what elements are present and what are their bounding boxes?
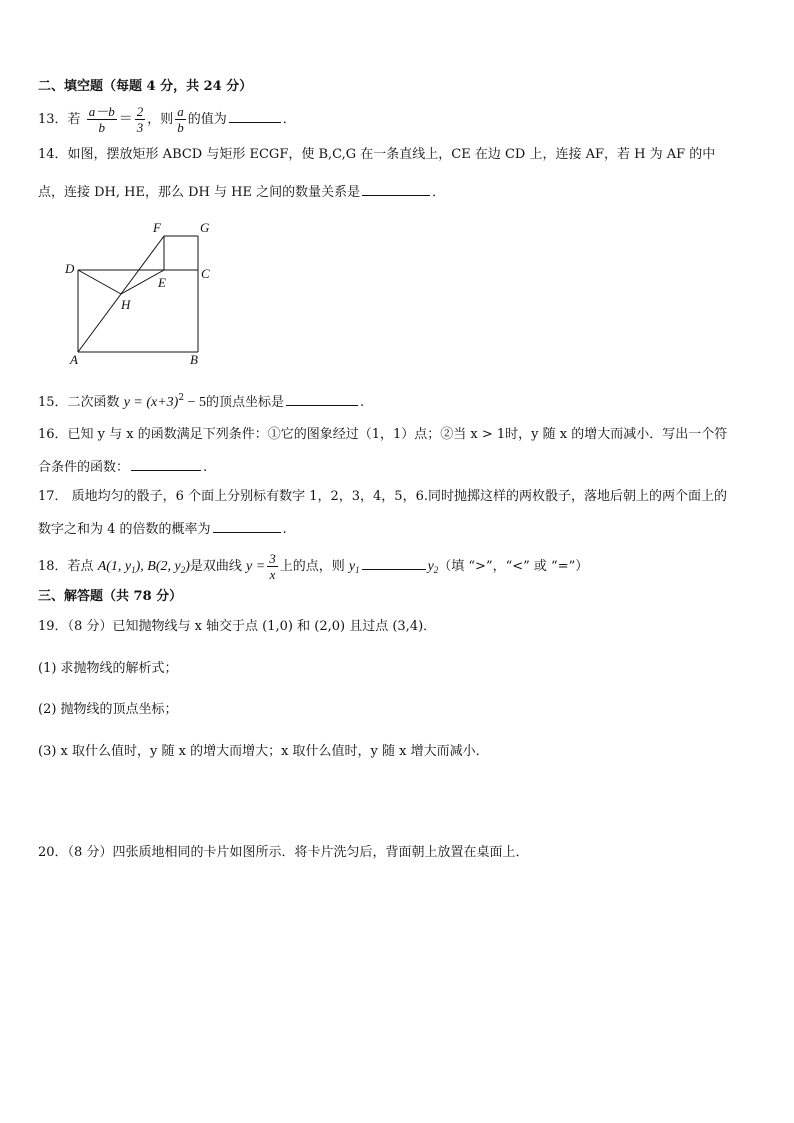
q15-end: . [360, 395, 365, 410]
label-G: G [200, 220, 210, 235]
q18-frac-numerator: 3 [269, 551, 276, 566]
q18-text-1: 18．若点 [38, 559, 98, 574]
q13-frac2-denominator: 3 [136, 120, 144, 135]
label-H: H [121, 297, 131, 312]
q13-number: 13． [38, 112, 68, 127]
q16-line2-text: 合条件的函数： [38, 460, 130, 475]
q13-end: ． [282, 112, 296, 127]
label-F: F [153, 220, 161, 235]
question-13 [38, 104, 296, 135]
q16-answer-blank [131, 456, 201, 471]
question-15 [38, 388, 364, 413]
q13-equals: ＝ [118, 112, 133, 127]
question-17-line-1: 17． 质地均匀的骰子，6 个面上分别标有数字 1，2，3，4，5，6.同时抛掷这样的两枚骰子，落地后朝上的两个面上的 [38, 489, 727, 504]
q13-fraction-2 [135, 104, 146, 135]
q18-frac-denominator: x [269, 567, 276, 582]
q13-text-2: ，则 [147, 112, 174, 127]
q17-line2-text: 数字之和为 4 的倍数的概率为 [38, 522, 211, 537]
question-19-part-1: (1) 求抛物线的解析式； [38, 661, 178, 676]
question-16-line-1: 16．已知 y 与 x 的函数满足下列条件：①它的图象经过（1，1）点；②当 x > 1时，y 随 x 的增大而减小．写出一个符 [38, 427, 728, 442]
q15-answer-blank [286, 391, 358, 406]
question-20-head: 20．（8 分）四张质地相同的卡片如图所示．将卡片洗匀后，背面朝上放置在桌面上． [38, 845, 529, 860]
q18-point-A: A(1, $y_1$), B(2, $y_2$) [97, 559, 190, 575]
question-19-part-2: (2) 抛物线的顶点坐标； [38, 702, 178, 717]
q13-frac1-denominator: b [98, 120, 105, 135]
q13-fraction-1 [87, 104, 117, 135]
q17-answer-blank [213, 518, 281, 533]
segment-DH [78, 270, 121, 294]
q13-frac3-numerator: a [177, 104, 184, 119]
q15-text-1: 15．二次函数 [38, 395, 124, 410]
q18-text-2: 是双曲线 [189, 559, 247, 574]
question-19-head: 19．（8 分）已知抛物线与 x 轴交于点 (1,0) 和 (2,0) 且过点 (3,4)． [38, 619, 437, 634]
q14-geometry-figure [60, 218, 220, 368]
label-D: D [65, 261, 75, 276]
q13-text-3: 的值为 [187, 112, 227, 127]
question-14-line-1: 14．如图，摆放矩形 ABCD 与矩形 ECGF，使 B,C,G 在一条直线上，CE 在边 CD 上，连接 AF，若 H 为 AF 的中 [38, 147, 716, 162]
q13-frac3-denominator: b [177, 120, 184, 135]
q14-end: ． [432, 185, 446, 200]
q16-end: . [203, 460, 208, 475]
q13-fraction-3 [175, 104, 186, 135]
q13-text-1: 若 [67, 112, 81, 127]
question-17-line-2 [38, 518, 287, 540]
label-C: C [201, 266, 210, 281]
label-E: E [158, 275, 166, 290]
section-heading-solutions: 三、解答题（共 78 分） [38, 589, 183, 604]
q13-frac2-numerator: 2 [136, 104, 144, 119]
section-heading-fill-in: 二、填空题（每题 4 分，共 24 分） [38, 79, 253, 94]
q18-text-3: 上的点，则 [279, 559, 349, 574]
q18-text-4: （填 “>”，“<” 或 “=”） [438, 559, 589, 574]
q15-text-2: 的顶点坐标是 [205, 395, 284, 410]
q18-answer-blank [362, 555, 426, 570]
label-B: B [190, 352, 198, 367]
q15-expression-2: − 5 [184, 395, 206, 410]
question-19-part-3: (3) x 取什么值时，y 随 x 的增大而增大；x 取什么值时，y 随 x 增大而减小． [38, 744, 489, 759]
q18-y-equals: y = [246, 559, 266, 574]
q18-y2: $y_2$ [427, 559, 439, 575]
q14-answer-blank [362, 181, 430, 196]
q14-line2-text: 点，连接 DH, HE，那么 DH 与 HE 之间的数量关系是 [38, 185, 361, 200]
q15-exponent: 2 [178, 393, 185, 403]
q13-frac1-numerator: a－b [88, 104, 115, 119]
label-A: A [70, 352, 78, 367]
q17-end: . [282, 522, 287, 537]
q13-answer-blank [229, 108, 281, 123]
question-14-line-2 [38, 181, 445, 203]
q18-y1: $y_1$ [348, 559, 360, 575]
q18-fraction [267, 551, 278, 582]
question-16-line-2 [38, 456, 207, 478]
q15-expression: y = (x+3) [123, 395, 179, 410]
question-18 [38, 551, 588, 584]
